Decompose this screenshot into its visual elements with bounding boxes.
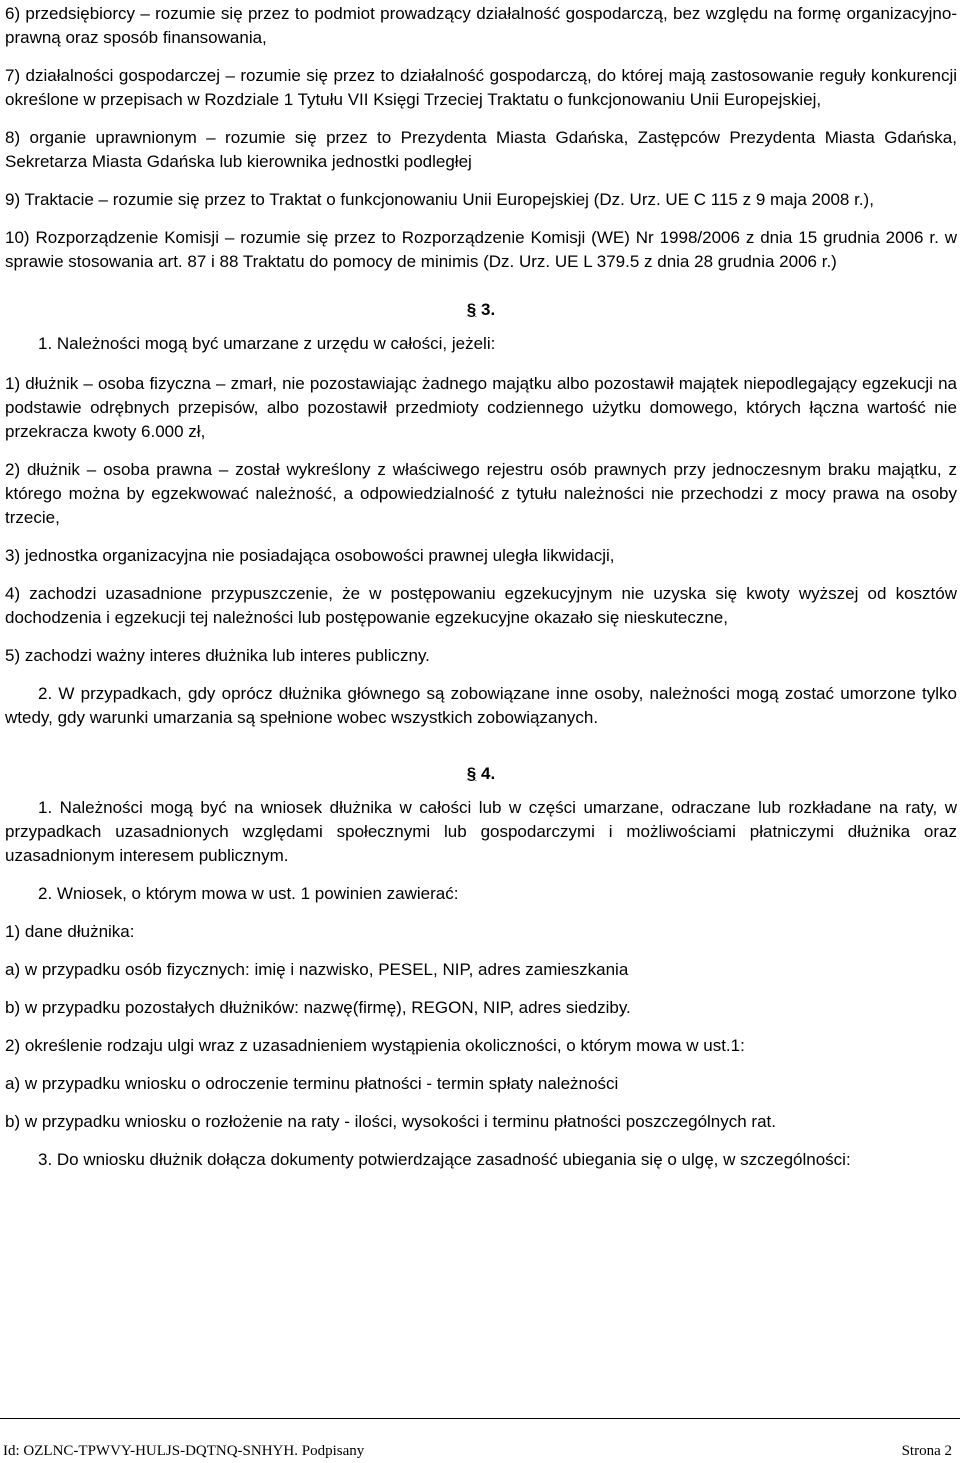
section-heading-3 [5, 298, 957, 322]
section4-paragraph-2: 2. Wniosek, o którym mowa w ust. 1 powinien zawierać: [38, 884, 459, 903]
section4-point-1b: b) w przypadku pozostałych dłużników: nazwę(firmę), REGON, NIP, adres siedziby. [5, 998, 631, 1017]
section4-point-1a: a) w przypadku osób fizycznych: imię i nazwisko, PESEL, NIP, adres zamieszkania [5, 960, 629, 979]
section4-point-2: 2) określenie rodzaju ulgi wraz z uzasadnieniem wystąpienia okoliczności, o którym mowa w ust.1: [5, 1036, 745, 1055]
section4-paragraph-1: 1. Należności mogą być na wniosek dłużnika w całości lub w części umarzane, odraczane lub rozkładane na raty, w przypadkach uzasadnionych względami społecznymi lub gospodarczymi i możliwościami płatniczymi dłużnika oraz uzasadnionym interesem publicznym. [5, 798, 957, 865]
section4-paragraph-3: 3. Do wniosku dłużnik dołącza dokumenty potwierdzające zasadność ubiegania się o ulgę, w szczególności: [38, 1150, 851, 1169]
section-number: 3. [481, 300, 496, 319]
paragraph-symbol: § [466, 300, 477, 319]
section4-point-2b: b) w przypadku wniosku o rozłożenie na raty - ilości, wysokości i terminu płatności poszczególnych rat. [5, 1112, 776, 1131]
section3-item-4: 4) zachodzi uzasadnione przypuszczenie, że w postępowaniu egzekucyjnym nie uzyska się kwoty wyższej od kosztów dochodzenia i egzekucji tej należności lub postępowanie egzekucyjne okazało się nieskuteczne, [5, 584, 957, 627]
definition-7: 7) działalności gospodarczej – rozumie się przez to działalność gospodarczą, do której mają zastosowanie reguły konkurencji określone w przepisach w Rozdziale 1 Tytułu VII Księgi Trzeciej Traktatu o funkcjonowaniu Unii Europejskiej, [5, 66, 957, 109]
definition-9: 9) Traktacie – rozumie się przez to Traktat o funkcjonowaniu Unii Europejskiej (Dz. Urz. UE C 115 z 9 maja 2008 r.), [5, 190, 874, 209]
paragraph-symbol: § [466, 764, 477, 783]
section-number: 4. [481, 764, 496, 783]
definition-8: 8) organie uprawnionym – rozumie się przez to Prezydenta Miasta Gdańska, Zastępców Prezydenta Miasta Gdańska, Sekretarza Miasta Gdańska lub kierownika jednostki podległej [5, 128, 957, 171]
section3-paragraph-2: 2. W przypadkach, gdy oprócz dłużnika głównego są zobowiązane inne osoby, należności mogą zostać umorzone tylko wtedy, gdy warunki umarzania są spełnione wobec wszystkich zobowiązanych. [5, 684, 957, 727]
section4-point-1: 1) dane dłużnika: [5, 922, 135, 941]
document-page [5, 2, 957, 1172]
document-id: Id: OZLNC-TPWVY-HULJS-DQTNQ-SNHYH. Podpisany [3, 1443, 365, 1459]
section4-point-2a: a) w przypadku wniosku o odroczenie terminu płatności - termin spłaty należności [5, 1074, 619, 1093]
section-heading-4 [5, 762, 957, 786]
definition-10: 10) Rozporządzenie Komisji – rozumie się przez to Rozporządzenie Komisji (WE) Nr 1998/2006 z dnia 15 grudnia 2006 r. w sprawie stosowania art. 87 i 88 Traktatu do pomocy de minimis (Dz. Urz. UE L 379.5 z dnia 28 grudnia 2006 r.) [5, 228, 957, 271]
section3-item-2: 2) dłużnik – osoba prawna – został wykreślony z właściwego rejestru osób prawnych przy jednoczesnym braku majątku, z którego można by egzekwować należność, a odpowiedzialność z tytułu należności nie przechodzi z mocy prawa na osoby trzecie, [5, 460, 957, 527]
definition-6: 6) przedsiębiorcy – rozumie się przez to podmiot prowadzący działalność gospodarczą, bez względu na formę organizacyjno-prawną oraz sposób finansowania, [5, 4, 957, 47]
section3-paragraph-1: 1. Należności mogą być umarzane z urzędu w całości, jeżeli: [38, 334, 496, 353]
section3-item-5: 5) zachodzi ważny interes dłużnika lub interes publiczny. [5, 646, 430, 665]
section3-item-3: 3) jednostka organizacyjna nie posiadająca osobowości prawnej uległa likwidacji, [5, 546, 615, 565]
section3-item-1: 1) dłużnik – osoba fizyczna – zmarł, nie pozostawiając żadnego majątku albo pozostawił majątek niepodlegający egzekucji na podstawie odrębnych przepisów, albo pozostawił przedmioty codziennego użytku domowego, których łączna wartość nie przekracza kwoty 6.000 zł, [5, 374, 957, 441]
page-number: Strona 2 [901, 1443, 952, 1459]
page-footer [0, 1418, 960, 1459]
